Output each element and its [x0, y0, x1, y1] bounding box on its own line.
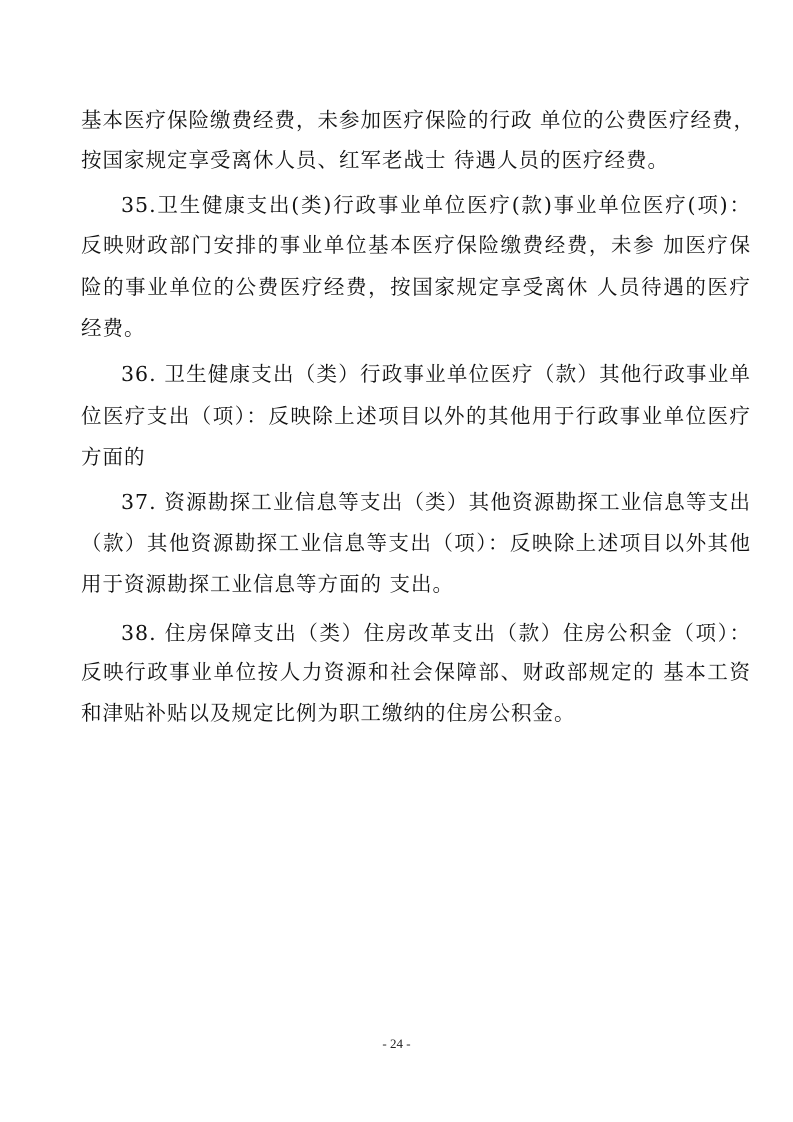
page-number: - 24 - [382, 1036, 411, 1051]
text-line: 经费。 [81, 316, 146, 340]
text-line: 38. 住房保障支出（类）住房改革支出（款）住房公积金（项）： [121, 621, 751, 645]
text-line: 反映行政事业单位按人力资源和社会保障部、财政部规定的 基本工资 [81, 660, 751, 684]
text-line: 37. 资源勘探工业信息等支出（类）其他资源勘探工业信息等支出 [121, 490, 751, 514]
text-line: （款）其他资源勘探工业信息等支出（项）：反映除上述项目以外其他 [81, 531, 751, 555]
text-line: 和津贴补贴以及规定比例为职工缴纳的住房公积金。 [81, 701, 576, 725]
text-line: 反映财政部门安排的事业单位基本医疗保险缴费经费，未参 加医疗保 [81, 233, 751, 257]
text-line: 位医疗支出（项）：反映除上述项目以外的其他用于行政事业单位医疗 [81, 404, 751, 428]
text-line: 36. 卫生健康支出（类）行政事业单位医疗（款）其他行政事业单 [121, 362, 751, 386]
text-line: 基本医疗保险缴费经费，未参加医疗保险的行政 单位的公费医疗经费， [81, 108, 756, 132]
text-line: 险的事业单位的公费医疗经费，按国家规定享受离休 人员待遇的医疗 [81, 275, 751, 299]
text-line: 按国家规定享受离休人员、红军老战士 待遇人员的医疗经费。 [81, 148, 670, 172]
text-line: 方面的 [81, 445, 146, 469]
text-line: 用于资源勘探工业信息等方面的 支出。 [81, 572, 455, 596]
text-line: 35.卫生健康支出(类)行政事业单位医疗(款)事业单位医疗(项)： [121, 193, 751, 217]
